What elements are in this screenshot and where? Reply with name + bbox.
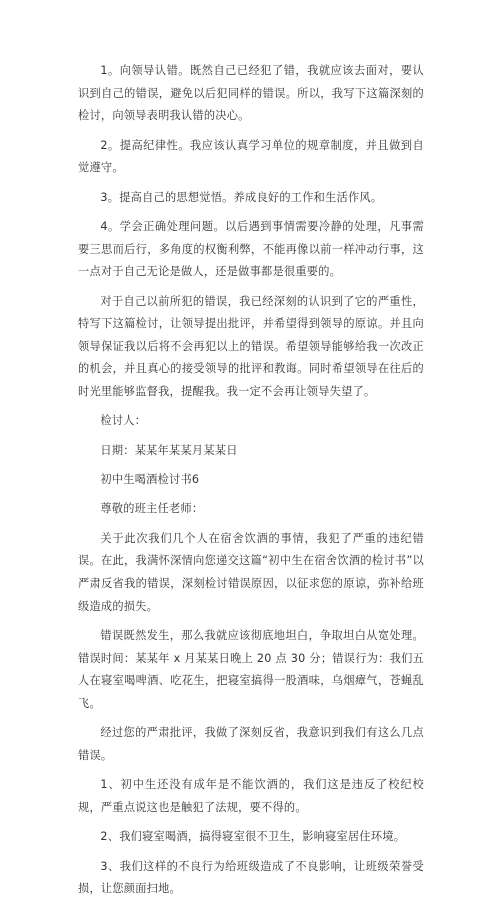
date-line: 日期：某某年某某月某某日 <box>100 443 238 457</box>
paragraph-1: 1。向领导认错。既然自己已经犯了错，我就应该去面对，要认识到自己的错误，避免以后犯同样的错误。所以，我写下这篇深刻的检讨，向领导表明我认错的决心。 <box>78 64 424 123</box>
salutation: 尊敬的班主任老师： <box>100 502 204 516</box>
document-body <box>78 60 424 908</box>
paragraph-4: 4。学会正确处理问题。以后遇到事情需要冷静的处理，凡事需要三思而后行，多角度的权衡利弊，不能再像以前一样冲动行事，这一点对于自己无论是做人，还是做事都是很重要的。 <box>78 219 424 279</box>
paragraph-13: 1、初中生还没有成年是不能饮酒的，我们这是违反了校纪校规，严重点说这也是触犯了法规，要不得的。 <box>78 778 424 814</box>
signature-label: 检讨人： <box>100 414 147 428</box>
paragraph-3: 3。提高自己的思想觉悟。养成良好的工作和生活作风。 <box>100 190 383 204</box>
paragraph-12: 经过您的严肃批评，我做了深刻反省，我意识到我们有这么几点错误。 <box>78 726 424 762</box>
section-title: 初中生喝酒检讨书6 <box>100 473 200 487</box>
paragraph-11: 错误既然发生，那么我就应该彻底地坦白，争取坦白从宽处理。错误时间：某某年 x 月某某日晚上 20 点 30 分；错误行为：我们五人在寝室喝啤酒、吃花生，把寝室搞得一股酒味，乌烟瘴气，苍蝇乱飞。 <box>78 629 424 710</box>
paragraph-2: 2。提高纪律性。我应该认真学习单位的规章制度，并且做到自觉遵守。 <box>78 138 424 175</box>
paragraph-10: 关于此次我们几个人在宿舍饮酒的事情，我犯了严重的违纪错误。在此，我满怀深情向您递交这篇“初中生在宿舍饮酒的检讨书”以严肃反省我的错误，深刻检讨错误原因，以征求您的原谅，弥补给班级造成的损失。 <box>78 531 424 613</box>
paragraph-14: 2、我们寝室喝酒，搞得寝室很不卫生，影响寝室居住环境。 <box>100 830 406 844</box>
paragraph-5: 对于自己以前所犯的错误，我已经深刻的认识到了它的严重性，特写下这篇检讨，让领导提出批评，并希望得到领导的原谅。并且向领导保证我以后将不会再犯以上的错误。希望领导能够给我一次改正的机会，并且真心的接受领导的批评和教诲。同时希望领导在往后的时光里能够监督我，提醒我。我一定不会再让领导失望了。 <box>78 294 424 398</box>
paragraph-15: 3、我们这样的不良行为给班级造成了不良影响，让班级荣誉受损，让您颜面扫地。 <box>78 859 424 896</box>
